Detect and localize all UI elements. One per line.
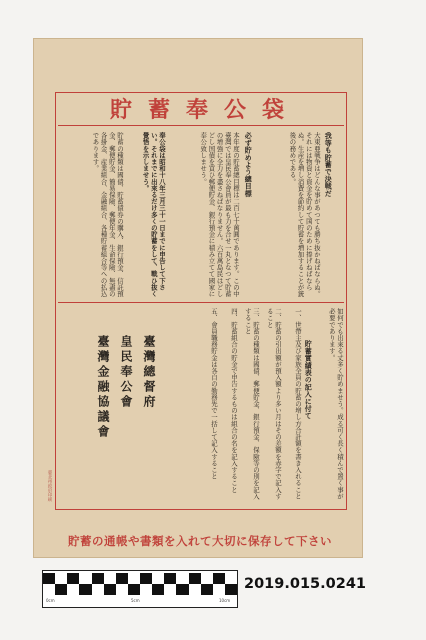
ruler-tick-label: 10cm bbox=[219, 598, 231, 603]
poster-title: 貯蓄奉公袋 bbox=[109, 97, 300, 123]
ruler-checker-row bbox=[43, 573, 237, 584]
org-kominhokokai: 皇民奉公會 bbox=[119, 335, 133, 410]
scale-ruler bbox=[42, 570, 238, 608]
target-body: 本年度の貯蓄總目標は二百七十萬圓であります。この中臺灣では皇民奉公會員が最も力を合せ一丸となつて貯蓄の增強に全力を盡さねばなりません。六百萬島民はどしどし国債を買ひ郵便貯金、銀行預金に積み立てて國家に奉公致しませう。 bbox=[199, 132, 240, 297]
intro-heading: 我等も貯蓄で決戦だ bbox=[324, 132, 334, 197]
section-divider bbox=[58, 302, 344, 303]
lower-intro: 如何でも出來る丈多く貯めませう。成る可く長く積んで置く事が必要であります。 bbox=[327, 308, 344, 500]
instruction-item: 五、會員職務貯金は各自の勤務先で一括して記入すること bbox=[210, 308, 218, 480]
savings-types: 貯蓄の種類は國債、貯蓄債券の購入、銀行預金、信託預金、郵便貯金、簡易保險、郵便年金、生命保險、無盡の各掛金、産業組合、金融組合、各種貯蓄組合等への払込であります。 bbox=[91, 132, 124, 297]
ruler-checker-row bbox=[43, 584, 237, 595]
instruction-item: 一、世帶主及び家族全員の貯蓄の增し方合計額を書き入れること bbox=[294, 308, 302, 500]
footer-slogan: 貯蓄の通帳や書類を入れて大切に保存して下さい bbox=[68, 534, 332, 548]
ruler-tick-label: 5cm bbox=[131, 598, 140, 603]
lower-heading: 貯蓄實績表の記入に付て bbox=[304, 340, 314, 420]
instruction-item: 三、貯蓄の種類は國債、郵便貯金、銀行預金、保險等の別を記入すること bbox=[243, 308, 260, 500]
org-finance-council: 臺灣金融協議會 bbox=[96, 335, 110, 440]
printer-stamp: 臺北州政府印刷 bbox=[47, 470, 52, 502]
slogan: 必ず貯めよう總目標 bbox=[244, 132, 254, 197]
title-divider bbox=[58, 125, 344, 126]
deadline-body: 奉公袋は昭和十八年三月三十一日までに申告して下さい。それまでに出來るだけ多くの貯蓄をして、戰ひ抜く覺悟を示しませう。 bbox=[141, 132, 166, 297]
org-governor-general: 臺灣總督府 bbox=[142, 335, 156, 410]
instruction-item: 四、貯蓄組合の貯金で申告するものは組合の名を記入すること bbox=[230, 308, 238, 493]
intro-body: 大東亜戦争はどんな事があつても勝ち抜かねばならぬ。それには物資と資金を貯めて国のために捧げねばならぬ。生産を増し消費を節約して貯蓄を増加することが銃後の務めである。 bbox=[288, 132, 321, 297]
ruler-tick-label: 0cm bbox=[46, 598, 55, 603]
accession-number: 2019.015.0241 bbox=[244, 576, 366, 592]
instruction-item: 二、貯蓄の引出額が預入額より多い月はその差額を赤字で記入すること bbox=[265, 308, 282, 500]
